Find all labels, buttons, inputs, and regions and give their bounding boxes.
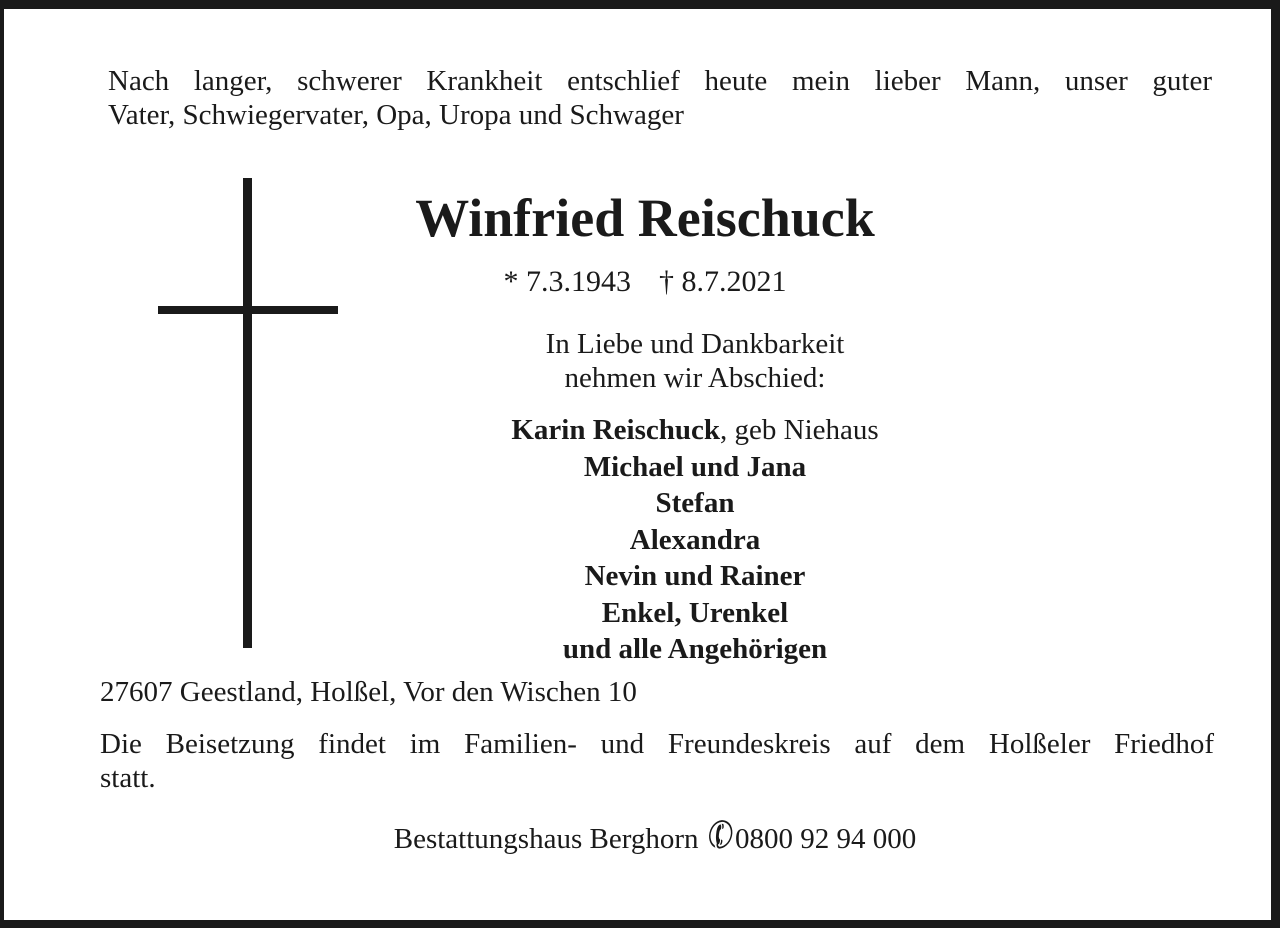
mourner-suffix: , geb Niehaus [720, 414, 879, 446]
mourner-item: Nevin und Rainer [584, 560, 806, 592]
farewell-line-2: nehmen wir Abschied: [564, 362, 826, 394]
mourner-item: Michael und Jana [583, 450, 807, 483]
cross-icon [243, 178, 252, 648]
intro-text [108, 64, 1212, 132]
death-date: † 8.7.2021 [659, 265, 787, 298]
mourner-item: und alle Angehörigen [562, 633, 828, 665]
funeral-home-name: Bestattungshaus Berghorn [393, 823, 699, 855]
birth-date: * 7.3.1943 [503, 265, 631, 298]
deceased-name: Winfried Reischuck [415, 188, 875, 248]
phone-icon: ✆ [696, 814, 741, 861]
mourner-first [395, 412, 995, 449]
mourner-item: Alexandra [629, 523, 761, 556]
burial-line-1: Die Beisetzung findet im Familien- und Freundeskreis auf dem Holßeler Friedhof [100, 728, 1214, 760]
farewell-line-1: In Liebe und Dankbarkeit [545, 328, 845, 360]
family-address: 27607 Geestland, Holßel, Vor den Wischen 10 [100, 676, 637, 708]
burial-line-2: statt. [100, 762, 156, 794]
mourner-item: Enkel, Urenkel [601, 596, 789, 629]
funeral-home-line [340, 814, 970, 861]
life-dates [440, 264, 850, 300]
mourner-name: Karin Reischuck [511, 414, 720, 446]
mourners-list [395, 412, 995, 668]
intro-line-1: Nach langer, schwerer Krankheit entschlief heute mein lieber Mann, unser guter [108, 65, 1212, 97]
cross-icon-bar [158, 306, 338, 314]
burial-text [100, 727, 1214, 795]
farewell-text [445, 327, 945, 395]
intro-line-2: Vater, Schwiegervater, Opa, Uropa und Schwager [108, 99, 684, 131]
phone-number: 0800 92 94 000 [735, 823, 917, 855]
mourner-item: Stefan [655, 487, 735, 519]
